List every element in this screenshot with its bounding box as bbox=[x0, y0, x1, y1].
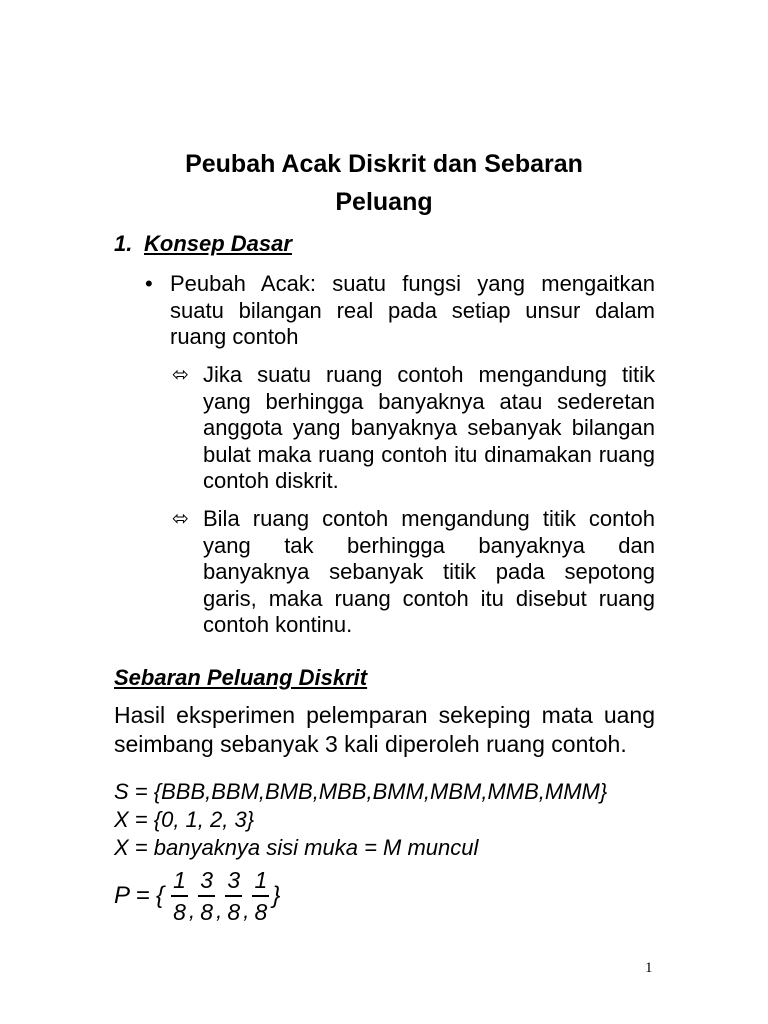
separator: , bbox=[216, 898, 223, 923]
fraction-bar bbox=[225, 895, 242, 897]
probability-formula bbox=[114, 862, 280, 930]
fraction-denominator: 8 bbox=[227, 898, 241, 925]
fraction-bar bbox=[171, 895, 188, 897]
arrow-icon: ⬄ bbox=[172, 508, 189, 530]
fraction-numerator: 1 bbox=[254, 867, 268, 894]
title-line-1: Peubah Acak Diskrit dan Sebaran bbox=[185, 150, 583, 178]
fraction-numerator: 3 bbox=[200, 867, 214, 894]
fraction bbox=[225, 867, 242, 925]
title-line-2: Peluang bbox=[335, 188, 433, 216]
fraction-bar bbox=[252, 895, 269, 897]
separator: , bbox=[189, 898, 196, 923]
x-definition: X = banyaknya sisi muka = M muncul bbox=[114, 835, 479, 860]
page-title bbox=[0, 145, 768, 221]
section-1-heading bbox=[114, 230, 292, 258]
section-1-number: 1. bbox=[114, 231, 133, 256]
bullet-icon: • bbox=[145, 271, 153, 296]
fraction-denominator: 8 bbox=[173, 898, 186, 925]
p-close-brace: } bbox=[272, 882, 281, 909]
fraction-numerator: 3 bbox=[227, 867, 241, 894]
separator: , bbox=[243, 898, 250, 923]
intro-paragraph: Hasil eksperimen pelemparan sekeping mata uang seimbang sebanyak 3 kali diperoleh ruang contoh. bbox=[114, 702, 655, 757]
page-number: 1 bbox=[645, 960, 653, 976]
fraction bbox=[252, 867, 269, 925]
fraction-bar bbox=[198, 895, 215, 897]
section-2-heading bbox=[114, 664, 367, 692]
p-label: P bbox=[114, 882, 131, 909]
fraction-numerator: 1 bbox=[173, 867, 186, 894]
x-values: X = {0, 1, 2, 3} bbox=[114, 807, 255, 832]
section-2-title: Sebaran Peluang Diskrit bbox=[114, 665, 368, 690]
section-1-title: Konsep Dasar bbox=[144, 231, 292, 256]
fraction bbox=[171, 867, 188, 925]
sub-item-continuous: Bila ruang contoh mengandung titik contoh yang tak berhingga banyaknya dan banyaknya sebanyak titik pada sepotong garis, maka ruang contoh itu disebut ruang contoh kontinu. bbox=[203, 506, 655, 637]
bullet-definition: Peubah Acak: suatu fungsi yang mengaitkan suatu bilangan real pada setiap unsur dalam ruang contoh bbox=[170, 271, 655, 349]
sample-space: S = {BBB,BBM,BMB,MBB,BMM,MBM,MMB,MMM} bbox=[114, 779, 608, 804]
fraction bbox=[198, 867, 215, 925]
fraction-denominator: 8 bbox=[200, 898, 214, 925]
fraction-denominator: 8 bbox=[254, 898, 268, 925]
p-open-brace: { bbox=[156, 882, 165, 909]
p-equals: = bbox=[136, 882, 151, 909]
arrow-icon: ⬄ bbox=[172, 364, 189, 386]
sub-item-discrete: Jika suatu ruang contoh mengandung titik yang berhingga banyaknya atau sederetan anggota yang banyaknya sebanyak bilangan bulat maka ruang contoh itu dinamakan ruang contoh diskrit. bbox=[203, 362, 655, 493]
